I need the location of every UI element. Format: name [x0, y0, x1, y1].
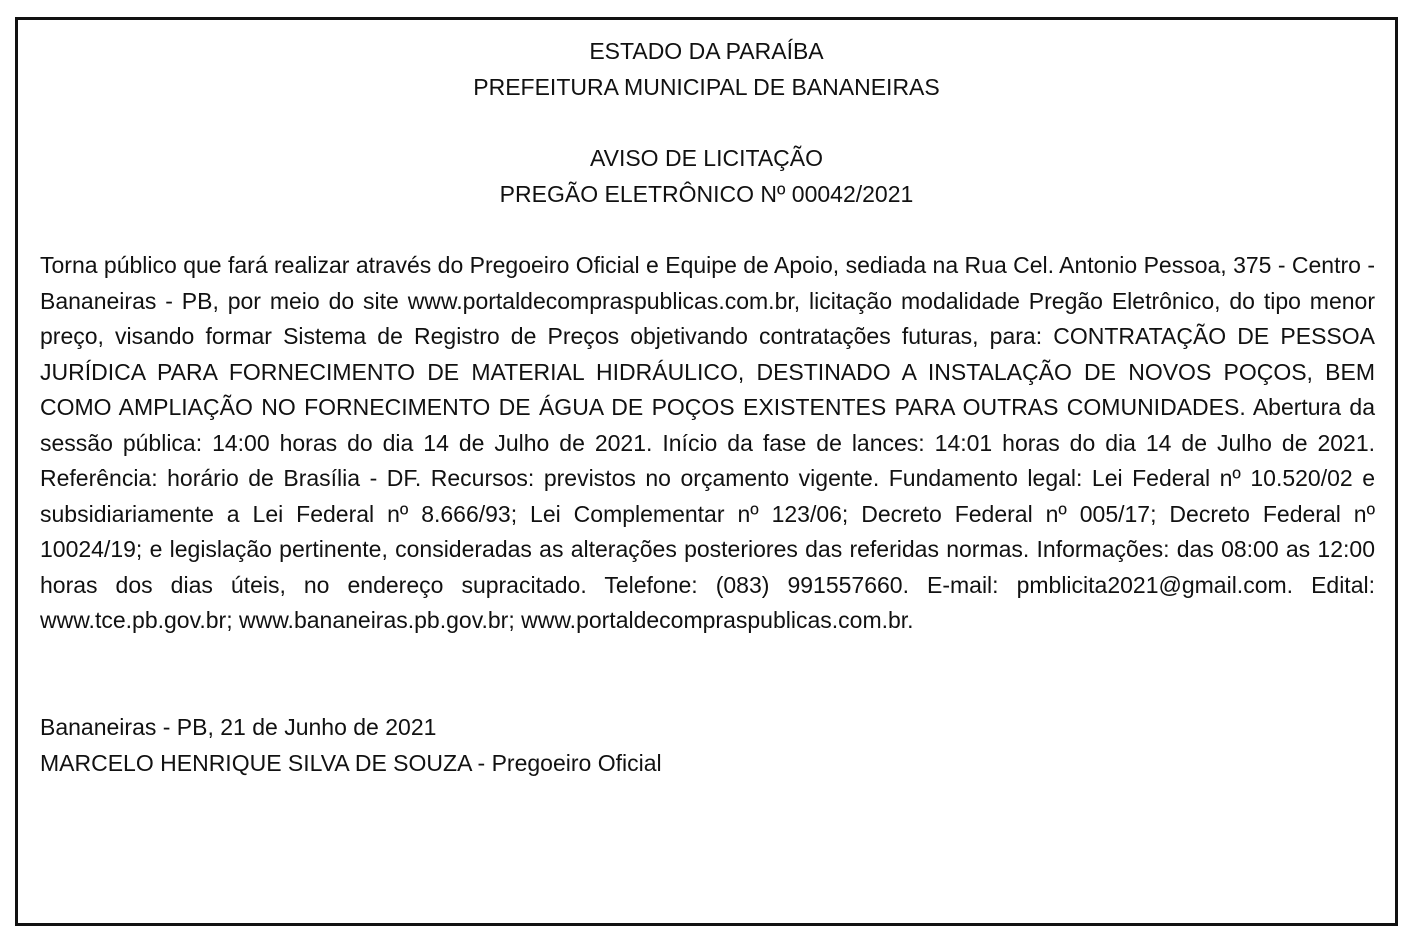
- notice-box: [15, 17, 1398, 926]
- header-notice: [18, 140, 1395, 212]
- place-date: Bananeiras - PB, 21 de Junho de 2021: [40, 714, 437, 740]
- municipality-name: PREFEITURA MUNICIPAL DE BANANEIRAS: [473, 74, 940, 100]
- state-name: ESTADO DA PARAÍBA: [589, 38, 824, 64]
- notice-number: PREGÃO ELETRÔNICO Nº 00042/2021: [499, 181, 914, 207]
- signature-block: [40, 709, 662, 781]
- notice-body: Torna público que fará realizar através do Pregoeiro Oficial e Equipe de Apoio, sediada na Rua Cel. Antonio Pessoa, 375 - Centro - Bananeiras - PB, por meio do site www.portaldecompraspublicas.com.br, licitação modalidade Pregão Eletrônico, do tipo menor preço, visando formar Sistema de Registro de Preços objetivando contratações futuras, para: CONTRATAÇÃO DE PESSOA JURÍDICA PARA FORNECIMENTO DE MATERIAL HIDRÁULICO, DESTINADO A INSTALAÇÃO DE NOVOS POÇOS, BEM COMO AMPLIAÇÃO NO FORNECIMENTO DE ÁGUA DE POÇOS EXISTENTES PARA OUTRAS COMUNIDADES. Abertura da sessão pública: 14:00 horas do dia 14 de Julho de 2021. Início da fase de lances: 14:01 horas do dia 14 de Julho de 2021. Referência: horário de Brasília - DF. Recursos: previstos no orçamento vigente. Fundamento legal: Lei Federal nº 10.520/02 e subsidiariamente a Lei Federal nº 8.666/93; Lei Complementar nº 123/06; Decreto Federal nº 005/17; Decreto Federal nº 10024/19; e legislação pertinente, consideradas as alterações posteriores das referidas normas. Informações: das 08:00 as 12:00 horas dos dias úteis, no endereço supracitado. Telefone: (083) 991557660. E-mail: pmblicita2021@gmail.com. Edital: www.tce.pb.gov.br; www.bananeiras.pb.gov.br; www.portaldecompraspublicas.com.br.: [40, 252, 1375, 633]
- header-authority: [18, 33, 1395, 105]
- signer-name: MARCELO HENRIQUE SILVA DE SOUZA - Pregoeiro Oficial: [40, 750, 662, 776]
- notice-type: AVISO DE LICITAÇÃO: [589, 145, 824, 171]
